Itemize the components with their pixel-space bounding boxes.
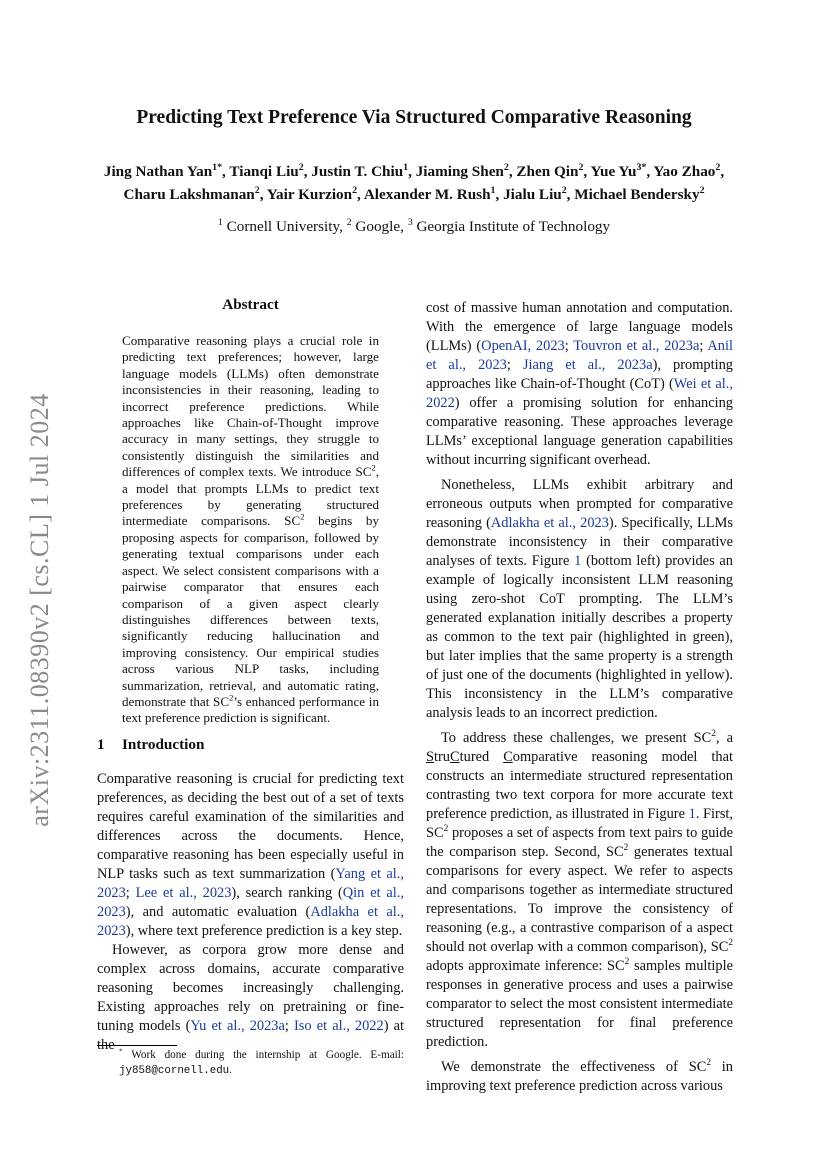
citation-link[interactable]: Wei et al., 2022 — [426, 376, 733, 411]
author-name: Jialu Liu — [503, 186, 562, 203]
left-column-text — [97, 770, 404, 1055]
author-separator: , — [646, 163, 654, 180]
text-run: To address these challenges, we present SC — [441, 730, 712, 746]
citation-link[interactable]: OpenAI, 2023 — [481, 338, 565, 354]
author-separator: , — [259, 186, 267, 203]
author-name: Zhen Qin — [516, 163, 579, 180]
text-run: ; — [284, 1018, 294, 1034]
author-list — [40, 160, 788, 206]
text-run: ), prompting approaches like Chain-of-Thought (CoT) ( — [426, 357, 733, 392]
superscript: 2 — [624, 957, 630, 968]
text-run: ), where text preference prediction is a key step. — [125, 923, 403, 939]
text-run: Comparative reasoning is crucial for predicting text preferences, as deciding the best out of a set of texts requires careful examination of the similarities and differences across the documents. Hence, comparative reasoning has been especially useful in NLP tasks such as text summarization ( — [97, 771, 404, 882]
author-separator: , — [222, 163, 230, 180]
body-paragraph — [97, 770, 404, 941]
affiliation-name: Cornell University, — [222, 218, 347, 235]
underlined-letter: C — [450, 749, 460, 765]
arxiv-stamp — [20, 380, 60, 840]
citation-link[interactable]: Iso et al., 2022 — [294, 1018, 384, 1034]
author-name: Yao Zhao — [653, 163, 716, 180]
body-paragraph — [426, 1058, 733, 1096]
author-separator: , — [508, 163, 517, 180]
author-affiliation-mark: 1* — [212, 161, 223, 173]
text-run: Nonetheless, LLMs exhibit arbitrary and erroneous outputs when prompted for comparative reasoning ( — [426, 477, 733, 531]
author-affiliation-mark: 1 — [403, 161, 409, 173]
affiliation-mark: 3 — [407, 216, 413, 228]
paper-title: Predicting Text Preference Via Structured Comparative Reasoning — [136, 107, 692, 128]
author-name: Michael Bendersky — [574, 186, 700, 203]
text-run: ), search ranking ( — [231, 885, 343, 901]
citation-link[interactable]: Yang et al., 2023 — [97, 866, 405, 901]
citation-link[interactable]: Adlakha et al., 2023 — [490, 515, 609, 531]
author-affiliation-mark: 2 — [699, 184, 705, 196]
author-separator: , — [303, 163, 312, 180]
author-separator: , — [720, 163, 725, 180]
author-affiliation-mark: 3* — [636, 161, 647, 173]
body-paragraph — [426, 729, 733, 1052]
author-name: Alexander M. Rush — [363, 186, 491, 203]
text-run: samples multiple responses in generative process and uses a pairwise comparator to select the most consistent intermediate structured representation for final preference prediction. — [426, 958, 733, 1050]
text-run: , a — [715, 730, 733, 746]
text-run: ; — [699, 338, 708, 354]
text-run: . First, SC — [426, 806, 734, 841]
section-title: Introduction — [122, 736, 205, 753]
author-affiliation-mark: 2 — [503, 161, 509, 173]
text-run: ’s enhanced performance in text preference prediction is significant. — [122, 693, 379, 726]
footnote-text — [97, 1048, 404, 1079]
citation-link[interactable]: Jiang et al., 2023a — [522, 357, 653, 373]
arxiv-stamp-text: arXiv:2311.08390v2 [cs.CL] 1 Jul 2024 — [25, 393, 54, 827]
text-run: ; — [564, 338, 574, 354]
citation-link[interactable]: Adlakha et al., 2023 — [97, 904, 404, 939]
affiliation-mark: 2 — [346, 216, 352, 228]
affiliation-mark: 1 — [217, 216, 223, 228]
abstract-heading: Abstract — [222, 296, 279, 313]
body-paragraph — [426, 299, 733, 470]
author-name: Jing Nathan Yan — [103, 163, 213, 180]
underlined-letter: C — [503, 749, 513, 765]
author-affiliation-mark: 2 — [352, 184, 358, 196]
author-name: Charu Lakshmanan — [123, 186, 255, 203]
text-run: proposes a set of aspects from text pairs to guide the comparison step. Second, SC — [426, 825, 733, 860]
section-heading — [97, 736, 204, 754]
citation-link[interactable]: Anil et al., 2023 — [426, 338, 733, 373]
text-run: begins by proposing aspects for comparison, followed by generating textual comparisons under each aspect. We select consistent comparisons with a pairwise comparator that ensures each comparison of a given aspect clearly distinguishes differences between texts, significantly reducing hallucination and improving consistency. Our empirical studies across various NLP tasks, including summarization, retrieval, and automatic rating, demonstrate that SC — [122, 513, 379, 709]
footnote — [97, 1048, 404, 1079]
text-run: ), and automatic evaluation ( — [125, 904, 311, 920]
author-affiliation-mark: 2 — [254, 184, 260, 196]
author-affiliation-mark: 2 — [561, 184, 567, 196]
citation-link[interactable]: 1 — [574, 553, 582, 569]
body-paragraph — [426, 476, 733, 723]
author-name: Tianqi Liu — [229, 163, 299, 180]
superscript: 2 — [623, 843, 629, 854]
text-run: ; — [125, 885, 136, 901]
text-run: generates textual comparisons for every aspect. We refer to aspects and comparisons together as intermediate structured representations. To improve the consistency of reasoning (e.g., a contrastive comparison of a aspect should not overlap with a common comparison), SC — [426, 844, 733, 955]
superscript: 2 — [728, 938, 733, 949]
author-separator: , — [495, 186, 504, 203]
affiliations — [0, 218, 828, 236]
text-run: , a model that prompts LLMs to predict text preferences by generating structured intermediate comparisons. SC — [122, 464, 379, 529]
text-run: adopts approximate inference: SC — [426, 958, 625, 974]
text-run: omparative reasoning model that constructs an intermediate structured representation contrasting two text corpora for more accurate text preference prediction, as illustrated in Figure — [426, 749, 733, 822]
citation-link[interactable]: Lee et al., 2023 — [135, 885, 232, 901]
abstract-body — [122, 333, 379, 727]
text-run: However, as corpora grow more dense and complex across domains, accurate comparative reasoning becomes increasingly challenging. Existing approaches rely on pretraining or fine-tuning models ( — [97, 942, 404, 1034]
footnote-email: jy858@cornell.edu — [119, 1065, 230, 1077]
superscript: 2 — [371, 462, 376, 473]
superscript: 2 — [300, 512, 305, 523]
citation-link[interactable]: Qin et al., 2023 — [97, 885, 404, 920]
footnote-rule — [97, 1045, 177, 1046]
text-run: ) at the — [97, 1018, 404, 1053]
body-paragraph — [97, 941, 404, 1055]
author-separator: , — [408, 163, 416, 180]
citation-link[interactable]: Touvron et al., 2023a — [573, 338, 700, 354]
right-column-text — [426, 299, 733, 1096]
text-run: ; — [506, 357, 523, 373]
superscript: 2 — [711, 729, 716, 740]
footnote-mark: * — [119, 1047, 123, 1056]
text-run: in improving text preference prediction across various — [426, 1059, 734, 1094]
text-run: Comparative reasoning plays a crucial role in predicting text preferences; however, large language models (LLMs) often demonstrate inconsistencies in their reasoning, leading to incorrect preference predictions. While approaches like Chain-of-Thought improve accuracy in many settings, they struggle to consistently distinguish the similarities and differences of complex texts. We introduce SC — [122, 333, 379, 480]
citation-link[interactable]: 1 — [688, 806, 696, 822]
author-affiliation-mark: 2 — [298, 161, 304, 173]
citation-link[interactable]: Yu et al., 2023a — [190, 1018, 285, 1034]
author-separator: , — [357, 186, 364, 203]
author-name: Justin T. Chiu — [311, 163, 404, 180]
author-affiliation-mark: 2 — [715, 161, 721, 173]
superscript: 2 — [706, 1058, 711, 1069]
author-name: Jiaming Shen — [415, 163, 504, 180]
footnote-body: Work done during the internship at Google. E-mail: — [122, 1049, 404, 1061]
author-separator: , — [583, 163, 591, 180]
affiliation-name: Georgia Institute of Technology — [412, 218, 611, 235]
text-run: cost of massive human annotation and computation. With the emergence of large language models (LLMs) ( — [426, 300, 733, 354]
author-separator: , — [566, 186, 575, 203]
affiliation-name: Google, — [351, 218, 408, 235]
underlined-letter: S — [426, 749, 435, 765]
text-run: We demonstrate the effectiveness of SC — [441, 1059, 707, 1075]
text-run: ) offer a promising solution for enhancing comparative reasoning. These approaches leverage LLMs’ exceptional language generation capabilities without incurring significant overhead. — [426, 395, 733, 468]
superscript: 2 — [443, 824, 449, 835]
text-run: tru — [434, 749, 451, 765]
author-line — [40, 183, 788, 206]
author-line — [40, 160, 788, 183]
text-run: (bottom left) provides an example of logically inconsistent LLM reasoning using zero-shot CoT prompting. The LLM’s generated explanation initially describes a property as common to the text pair (highlighted in green), but later implies that the same property is a strength of just one of the documents (highlighted in yellow). This inconsistency in the LLM’s comparative analysis leads to an incorrect prediction. — [426, 553, 733, 721]
author-name: Yue Yu — [590, 163, 637, 180]
author-affiliation-mark: 2 — [578, 161, 584, 173]
superscript: 2 — [229, 692, 234, 703]
text-run: ). Specifically, LLMs demonstrate inconsistency in their comparative analyses of texts. Figure — [426, 515, 733, 569]
abstract-text — [122, 333, 379, 727]
author-name: Yair Kurzion — [266, 186, 353, 203]
text-run: tured — [459, 749, 504, 765]
footnote-end: . — [229, 1064, 232, 1076]
section-number: 1 — [97, 736, 105, 753]
author-affiliation-mark: 1 — [490, 184, 496, 196]
